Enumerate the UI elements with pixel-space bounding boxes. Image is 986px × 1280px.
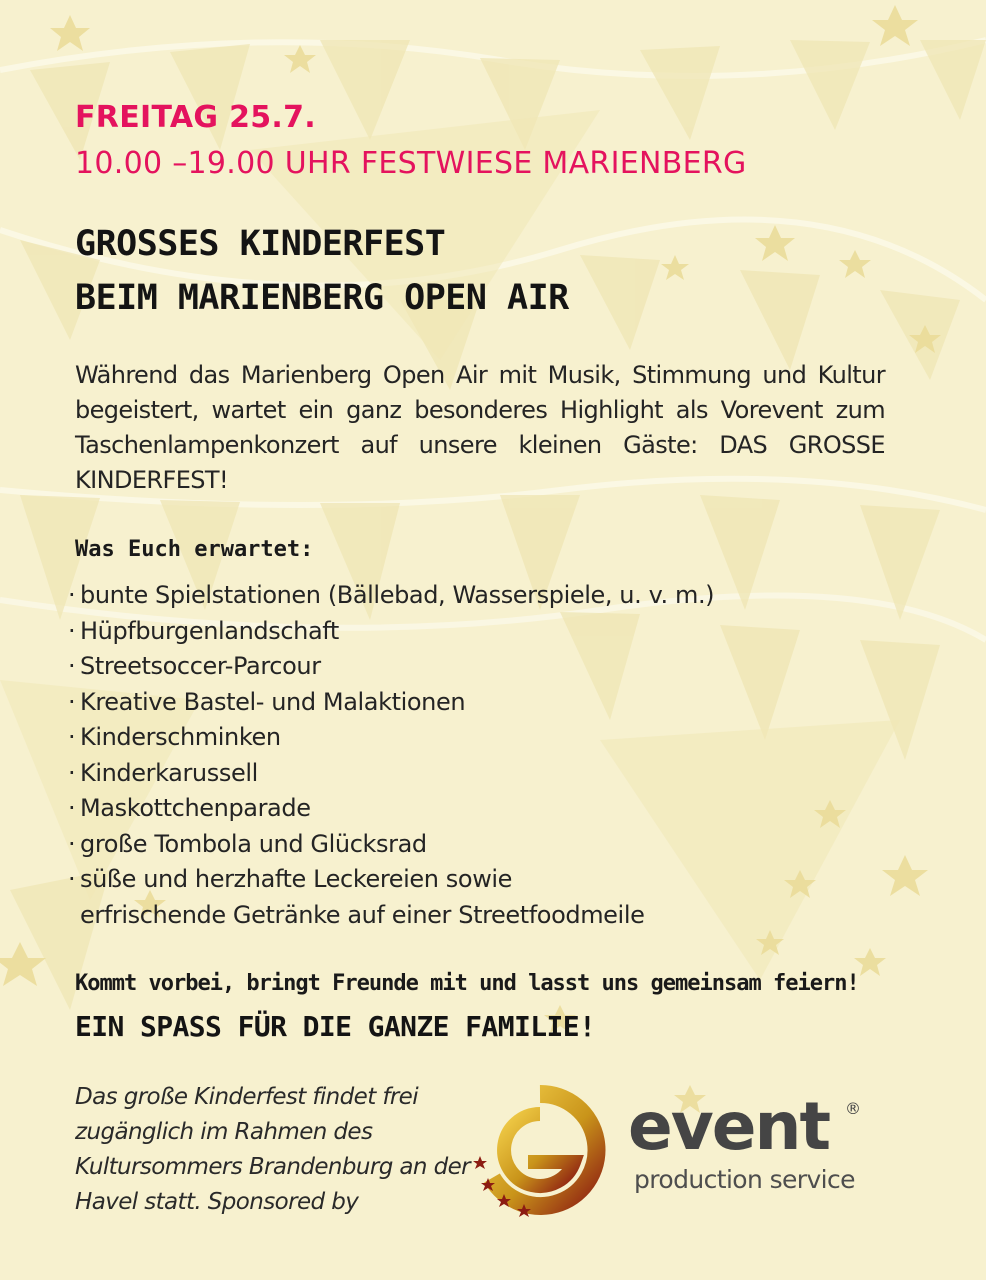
list-item [68,614,888,650]
features-list [68,578,888,933]
bullet: · [68,865,76,893]
features-heading: Was Euch erwartet: [75,537,314,562]
list-item-text: Kreative Bastel- und Malaktionen [80,687,466,716]
list-item [68,791,888,827]
sponsor-note: Das große Kinderfest findet frei zugänglich im Rahmen des Kultursommers Brandenburg an der Havel statt. Sponsored by [75,1084,471,1215]
list-item-text: Maskottchenparade [80,794,311,822]
list-item [68,649,888,685]
event-time-location: 10.00 –19.00 UHR FESTWIESE MARIENBERG [75,146,747,181]
bullet: · [68,723,76,751]
headline-line-2: BEIM MARIENBERG OPEN AIR [75,278,569,318]
list-item-continuation [68,898,888,934]
list-item [68,685,888,721]
event-date: FREITAG 25.7. [75,100,316,135]
list-item-text: Streetsoccer-Parcour [80,652,321,680]
family-slogan: EIN SPASS FÜR DIE GANZE FAMILIE! [75,1010,596,1043]
list-item-text: Kinderschminken [80,723,281,751]
list-item [68,827,888,863]
bullet: · [68,794,76,822]
bullet: · [68,581,76,609]
bullet: · [68,758,76,787]
list-item-text: große Tombola und Glücksrad [80,829,427,858]
list-item [68,756,888,792]
bullet: · [68,616,76,645]
list-item [68,720,888,756]
list-item-text: bunte Spielstationen (Bällebad, Wasserspiele, u. v. m.) [80,581,715,609]
headline-line-1: GROSSES KINDERFEST [75,224,446,264]
list-item-text: erfrischende Getränke auf einer Streetfoodmeile [80,900,645,929]
event-logo-icon [470,1080,610,1220]
bullet: · [68,829,76,858]
sponsor-tagline: production service [634,1165,855,1194]
list-item [68,862,888,898]
list-item-text: süße und herzhafte Leckereien sowie [80,865,513,893]
registered-mark: ® [845,1099,861,1118]
invitation-text: Kommt vorbei, bringt Freunde mit und lasst uns gemeinsam feiern! [75,971,859,996]
list-item-text: Hüpfburgenlandschaft [80,616,339,645]
list-item [68,578,888,614]
list-item-text: Kinderkarussell [80,758,258,787]
intro-paragraph: Während das Marienberg Open Air mit Musik, Stimmung und Kultur begeistert, wartet ein ganz besonderes Highlight als Vorevent zum Taschenlampenkonzert auf unsere kleinen Gäste: DAS GROSSE KINDERFEST! [75,361,885,494]
sponsor-brand-name: event [628,1088,830,1165]
bullet: · [68,652,76,680]
bullet: · [68,687,76,716]
